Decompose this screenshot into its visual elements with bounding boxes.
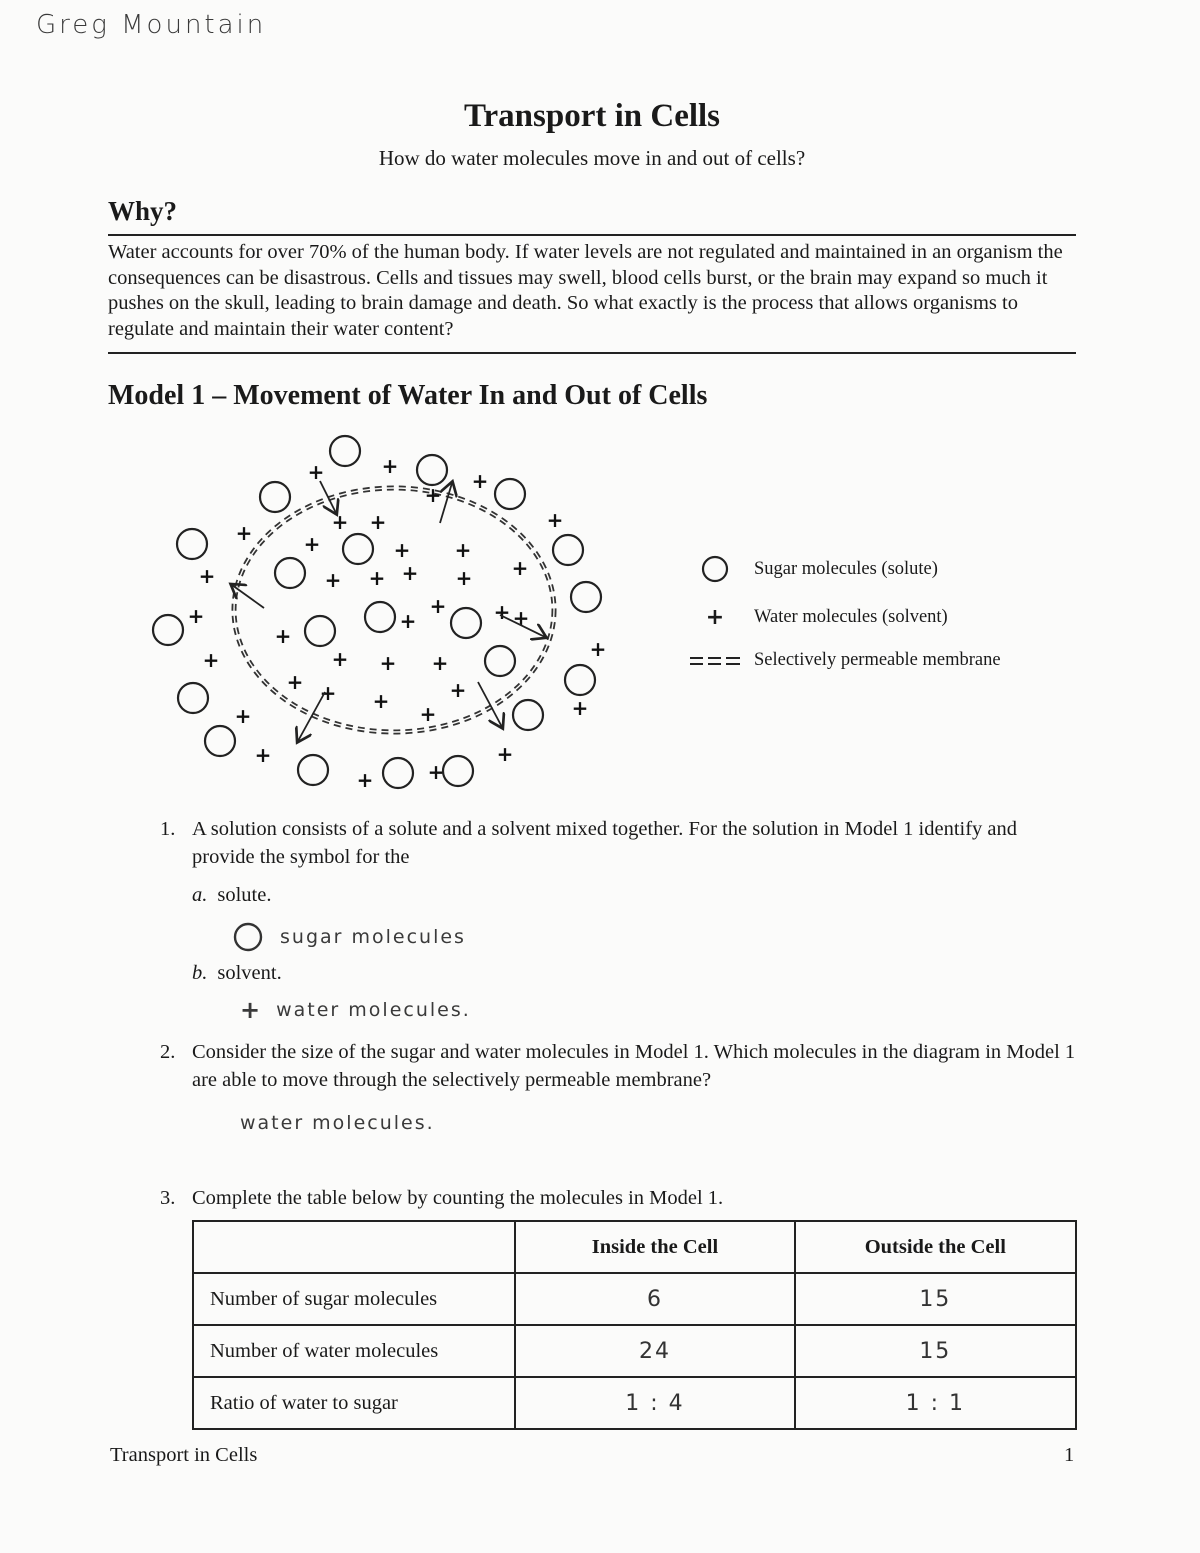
svg-text:+: + — [307, 460, 325, 484]
inside-value-field[interactable]: 24 — [515, 1325, 794, 1377]
svg-text:+: + — [431, 651, 449, 675]
legend-label: Selectively permeable membrane — [754, 650, 1001, 670]
svg-text:+: + — [254, 743, 272, 767]
row-label: Ratio of water to sugar — [193, 1377, 515, 1429]
svg-text:+: + — [424, 483, 442, 507]
sugar-molecule-icon — [690, 555, 740, 583]
legend-water — [690, 605, 948, 630]
svg-text:+: + — [571, 696, 589, 720]
svg-text:+: + — [303, 532, 321, 556]
svg-text:+: + — [331, 647, 349, 671]
page-number: 1 — [1064, 1444, 1075, 1466]
legend-membrane — [690, 650, 1001, 671]
question-1b — [192, 962, 282, 985]
legend-label: Water molecules (solvent) — [754, 607, 948, 627]
table-header — [193, 1221, 515, 1273]
question-2 — [160, 1038, 1080, 1094]
svg-text:+: + — [419, 702, 437, 726]
question-text: Consider the size of the sugar and water molecules in Model 1. Which molecules in the diagram in Model 1 are able to move through the selectively permeable membrane? — [192, 1041, 1076, 1091]
svg-text:+: + — [496, 742, 514, 766]
svg-text:+: + — [372, 689, 390, 713]
water-molecule-icon: + — [240, 996, 263, 1024]
page-subtitle: How do water molecules move in and out of cells? — [378, 146, 806, 170]
water-molecules — [188, 454, 607, 792]
question-1 — [160, 815, 1080, 871]
svg-text:+: + — [471, 469, 489, 493]
svg-text:+: + — [399, 609, 417, 633]
membrane-icon — [690, 653, 740, 669]
inside-value-field[interactable]: 1 : 4 — [515, 1377, 794, 1429]
svg-text:+: + — [381, 454, 399, 478]
sub-text: solute. — [217, 884, 272, 906]
svg-text:+: + — [235, 521, 253, 545]
table-row — [193, 1325, 1076, 1377]
divider — [108, 352, 1076, 354]
table-row — [193, 1377, 1076, 1429]
answer-text: sugar molecules — [280, 926, 466, 948]
answer-2: water molecules. — [240, 1112, 435, 1134]
outside-value-field[interactable]: 15 — [795, 1273, 1076, 1325]
svg-text:+: + — [455, 566, 473, 590]
svg-text:+: + — [331, 510, 349, 534]
svg-text:+: + — [493, 600, 511, 624]
table-header: Outside the Cell — [795, 1221, 1076, 1273]
cell-diagram — [140, 425, 620, 795]
row-label: Number of sugar molecules — [193, 1273, 515, 1325]
svg-text:+: + — [274, 624, 292, 648]
svg-text:+: + — [454, 538, 472, 562]
svg-text:+: + — [546, 508, 564, 532]
svg-text:+: + — [368, 566, 386, 590]
svg-text:+: + — [393, 538, 411, 562]
question-text: A solution consists of a solute and a solvent mixed together. For the solution in Model 1 identify and provide the symbol for the — [192, 818, 1018, 868]
outside-value-field[interactable]: 15 — [795, 1325, 1076, 1377]
question-text: Complete the table below by counting the molecules in Model 1. — [192, 1187, 724, 1209]
model-heading: Model 1 – Movement of Water In and Out of Cells — [108, 380, 708, 411]
svg-text:+: + — [198, 564, 216, 588]
table-header: Inside the Cell — [515, 1221, 794, 1273]
question-number: 3. — [160, 1187, 176, 1209]
question-number: 1. — [160, 818, 176, 840]
svg-text:+: + — [379, 651, 397, 675]
answer-1a — [232, 922, 466, 952]
svg-text:+: + — [356, 768, 374, 792]
svg-text:+: + — [429, 594, 447, 618]
svg-text:+: + — [202, 648, 220, 672]
table-row — [193, 1273, 1076, 1325]
svg-text:+: + — [286, 670, 304, 694]
why-paragraph: Water accounts for over 70% of the human body. If water levels are not regulated and maintained in an organism the consequences can be disastrous. Cells and tissues may swell, blood cells burst, or the brain may expand so much it pushes on the skull, leading to brain damage and death. So what exactly is the process that allows organisms to regulate and maintain their water content? — [108, 241, 1063, 340]
svg-text:+: + — [369, 510, 387, 534]
svg-text:+: + — [512, 606, 530, 630]
sub-text: solvent. — [217, 962, 282, 984]
row-label: Number of water molecules — [193, 1325, 515, 1377]
footer-title: Transport in Cells — [110, 1444, 258, 1466]
svg-text:+: + — [449, 678, 467, 702]
student-name: Greg Mountain — [36, 10, 267, 40]
why-heading: Why? — [108, 196, 178, 226]
svg-text:+: + — [324, 568, 342, 592]
sugar-molecule-icon — [232, 922, 266, 952]
question-1a — [192, 884, 271, 907]
svg-text:+: + — [234, 704, 252, 728]
answer-text: water molecules. — [276, 999, 471, 1021]
svg-text:+: + — [511, 556, 529, 580]
table-header-row — [193, 1221, 1076, 1273]
svg-text:+: + — [427, 760, 445, 784]
legend-sugar — [690, 555, 938, 583]
inside-value-field[interactable]: 6 — [515, 1273, 794, 1325]
water-molecule-icon: + — [705, 605, 725, 630]
question-number: 2. — [160, 1041, 176, 1063]
svg-text:+: + — [589, 637, 607, 661]
sub-label: b. — [192, 962, 208, 984]
molecule-count-table — [192, 1220, 1077, 1430]
page-title: Transport in Cells — [463, 98, 721, 134]
svg-text:+: + — [187, 604, 205, 628]
divider — [108, 234, 1076, 236]
outside-value-field[interactable]: 1 : 1 — [795, 1377, 1076, 1429]
question-3 — [160, 1184, 1080, 1212]
svg-text:+: + — [319, 681, 337, 705]
sub-label: a. — [192, 884, 208, 906]
svg-text:+: + — [401, 561, 419, 585]
answer-1b — [240, 996, 471, 1024]
legend-label: Sugar molecules (solute) — [754, 558, 938, 579]
